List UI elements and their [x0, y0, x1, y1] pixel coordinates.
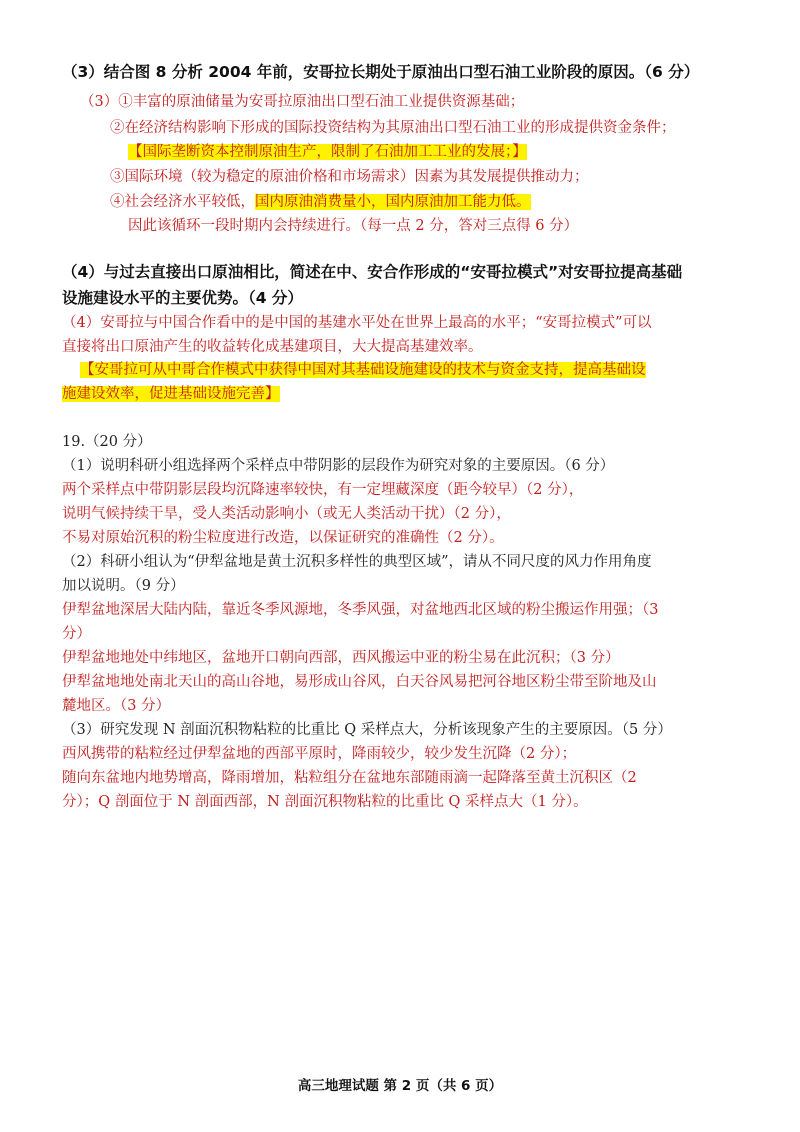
q3-answer-4-text: ④社会经济水平较低， [110, 194, 255, 210]
q19-sub2-answer-1-cont: 分） [62, 626, 91, 642]
q3-answer-3: ③国际环境（较为稳定的原油价格和市场需求）因素为其发展提供推动力； [110, 169, 589, 185]
q19-sub2-question-line-2: 加以说明。（9 分） [62, 578, 185, 594]
q19-sub3-question: （3）研究发现 N 剖面沉积物粘粒的比重比 Q 采样点大，分析该现象产生的主要原因。（5 分） [62, 722, 672, 738]
q4-question-line-1: （4）与过去直接出口原油相比，简述在中、安合作形成的“安哥拉模式”对安哥拉提高基础 [62, 263, 683, 281]
q19-sub2-answer-1: 伊犁盆地深居大陆内陆，靠近冬季风源地，冬季风强，对盆地西北区域的粉尘搬运作用强；（3 [62, 602, 659, 618]
q19-sub2-answer-2: 伊犁盆地地处中纬地区，盆地开口朝向西部，西风搬运中亚的粉尘易在此沉积；（3 分） [62, 650, 620, 666]
q3-question: （3）结合图 8 分析 2004 年前，安哥拉长期处于原油出口型石油工业阶段的原因。（6 分） [62, 63, 700, 81]
q19-sub1-answer-1: 两个采样点中带阴影层段均沉降速率较快，有一定埋藏深度（距今较早）（2 分）， [62, 482, 584, 498]
q19-sub3-answer-2: 随向东盆地内地势增高，降雨增加，粘粒组分在盆地东部随雨滴一起降落至黄土沉积区（2 [62, 770, 637, 786]
highlight: 【国际垄断资本控制原油生产，限制了石油加工工业的发展；】 [128, 144, 527, 160]
q19-sub2-question-line-1: （2）科研小组认为“伊犁盆地是黄土沉积多样性的典型区域”，请从不同尺度的风力作用角度 [62, 554, 652, 570]
q3-answer-5: 因此该循环一段时期内会持续进行。（每一点 2 分，答对三点得 6 分） [128, 218, 579, 234]
q4-answer-line-1: （4）安哥拉与中国合作看中的是中国的基建水平处在世界上最高的水平；“安哥拉模式”可以 [62, 315, 652, 331]
q19-sub3-answer-3: 分）；Q 剖面位于 N 剖面西部，N 剖面沉积物粘粒的比重比 Q 采样点大（1 分）。 [62, 794, 588, 810]
q19-sub1-answer-3: 不易对原始沉积的粉尘粒度进行改造，以保证研究的准确性（2 分）。 [62, 530, 504, 546]
q3-answer-2-highlight [128, 142, 527, 162]
highlight: 国内原油消费量小，国内原油加工能力低。 [255, 194, 531, 210]
q3-answer-4 [110, 192, 531, 212]
q19-sub1-question: （1）说明科研小组选择两个采样点中带阴影的层段作为研究对象的主要原因。（6 分） [62, 458, 615, 474]
highlight: 【安哥拉可从中哥合作模式中获得中国对其基础设施建设的技术与资金支持，提高基础设 [80, 362, 646, 378]
page-footer: 高三地理试题 第 2 页（共 6 页） [297, 1078, 503, 1094]
q19-sub2-answer-3-cont: 麓地区。（3 分） [62, 698, 171, 714]
q19-sub2-answer-3: 伊犁盆地地处南北天山的高山谷地，易形成山谷风，白天谷风易把河谷地区粉尘带至阶地及山 [62, 674, 657, 690]
q3-answer-1: （3）①丰富的原油储量为安哥拉原油出口型石油工业提供资源基础； [80, 94, 525, 110]
q4-highlight-line-1 [80, 360, 646, 380]
q19-header: 19.（20 分） [62, 434, 152, 450]
q19-sub1-answer-2: 说明气候持续干旱，受人类活动影响小（或无人类活动干扰）（2 分）， [62, 506, 511, 522]
q19-sub3-answer-1: 西风携带的粘粒经过伊犁盆地的西部平原时，降雨较少，较少发生沉降（2 分）； [62, 746, 577, 762]
q3-answer-2: ②在经济结构影响下形成的国际投资结构为其原油出口型石油工业的形成提供资金条件； [110, 120, 676, 136]
q4-question-line-2: 设施建设水平的主要优势。（4 分） [62, 289, 303, 307]
highlight: 施建设效率，促进基础设施完善】 [62, 386, 280, 402]
q4-highlight-line-2 [62, 384, 280, 404]
q4-answer-line-2: 直接将出口原油产生的收益转化成基建项目，大大提高基建效率。 [62, 339, 483, 355]
